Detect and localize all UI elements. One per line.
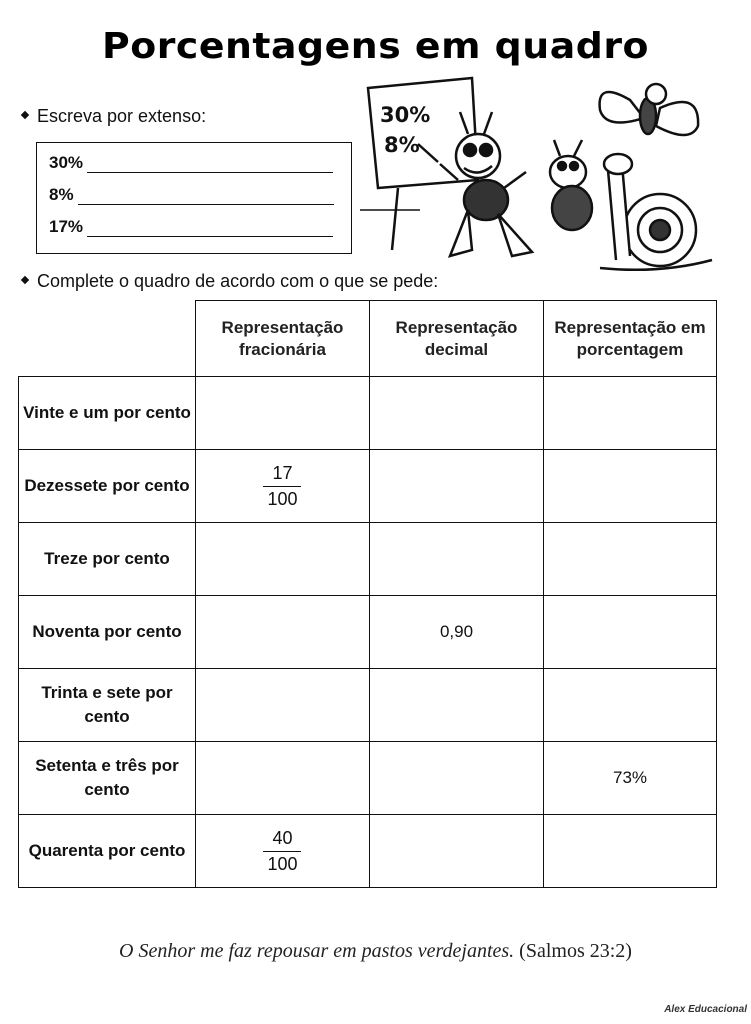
extenso-box — [36, 142, 352, 254]
decimal-cell[interactable] — [370, 450, 544, 523]
answer-line[interactable] — [87, 222, 333, 237]
decimal-cell[interactable] — [370, 815, 544, 888]
sign-text: 8% — [384, 133, 420, 157]
fraction-cell[interactable] — [196, 815, 370, 888]
snail-character-icon — [600, 154, 712, 270]
table-row — [19, 669, 717, 742]
fraction-bar — [263, 486, 301, 487]
table-header-row — [19, 301, 717, 377]
row-label: Setenta e três por cento — [19, 742, 196, 815]
answer-line[interactable] — [78, 190, 334, 205]
extenso-label: 30% — [49, 153, 84, 172]
decimal-cell[interactable] — [370, 669, 544, 742]
percent-cell[interactable] — [544, 596, 717, 669]
fraction — [261, 463, 303, 510]
row-label: Trinta e sete por cento — [19, 669, 196, 742]
fraction-cell[interactable] — [196, 523, 370, 596]
header-porcentagem: Representação em porcentagem — [544, 301, 717, 377]
header-decimal: Representação decimal — [370, 301, 544, 377]
bullet-icon — [21, 111, 29, 119]
bee-character-icon — [550, 140, 592, 230]
row-label: Vinte e um por cento — [19, 377, 196, 450]
row-label: Treze por cento — [19, 523, 196, 596]
fraction-bar — [263, 851, 301, 852]
fraction-cell[interactable] — [196, 377, 370, 450]
extenso-row — [49, 185, 334, 205]
percent-cell[interactable] — [544, 669, 717, 742]
decimal-cell[interactable] — [370, 523, 544, 596]
page-title: Porcentagens em quadro — [101, 26, 649, 67]
table-row — [19, 596, 717, 669]
fraction-numerator: 17 — [272, 462, 293, 483]
bible-quote — [0, 940, 751, 963]
fraction-cell[interactable] — [196, 596, 370, 669]
percent-cell[interactable] — [544, 815, 717, 888]
header-fracionaria: Representação fracionária — [196, 301, 370, 377]
answer-line[interactable] — [87, 158, 333, 173]
table-row — [19, 450, 717, 523]
decimal-cell[interactable]: 0,90 — [370, 596, 544, 669]
table-row — [19, 523, 717, 596]
row-label: Noventa por cento — [19, 596, 196, 669]
percent-table — [18, 300, 717, 888]
fraction-numerator: 40 — [272, 827, 293, 848]
instruction-quadro — [22, 271, 438, 292]
instruction-extenso — [22, 106, 206, 127]
decimal-cell[interactable] — [370, 742, 544, 815]
instruction-quadro-text: Complete o quadro de acordo com o que se pede: — [37, 271, 439, 291]
row-label: Dezessete por cento — [19, 450, 196, 523]
butterfly-character-icon — [600, 84, 699, 135]
percent-cell[interactable]: 73% — [544, 742, 717, 815]
row-label: Quarenta por cento — [19, 815, 196, 888]
cartoon-illustration — [360, 60, 720, 280]
fraction — [261, 828, 303, 875]
publisher-credit: Alex Educacional — [664, 1004, 747, 1015]
quote-text: O Senhor me faz repousar em pastos verdejantes. — [119, 940, 515, 962]
extenso-row — [49, 153, 333, 173]
instruction-extenso-text: Escreva por extenso: — [37, 106, 207, 126]
extenso-label: 17% — [49, 217, 84, 236]
fraction-cell[interactable] — [196, 669, 370, 742]
fraction-cell[interactable] — [196, 450, 370, 523]
fraction-denominator: 100 — [267, 853, 298, 874]
percent-cell[interactable] — [544, 523, 717, 596]
table-row — [19, 742, 717, 815]
table-row — [19, 377, 717, 450]
extenso-row — [49, 217, 333, 237]
quote-reference: (Salmos 23:2) — [519, 940, 632, 962]
percent-cell[interactable] — [544, 450, 717, 523]
extenso-label: 8% — [49, 185, 74, 204]
decimal-cell[interactable] — [370, 377, 544, 450]
corner-cell — [19, 301, 196, 377]
sign-text: 30% — [380, 103, 431, 127]
bullet-icon — [21, 276, 29, 284]
fraction-cell[interactable] — [196, 742, 370, 815]
fraction-denominator: 100 — [267, 488, 298, 509]
table-row — [19, 815, 717, 888]
percent-cell[interactable] — [544, 377, 717, 450]
